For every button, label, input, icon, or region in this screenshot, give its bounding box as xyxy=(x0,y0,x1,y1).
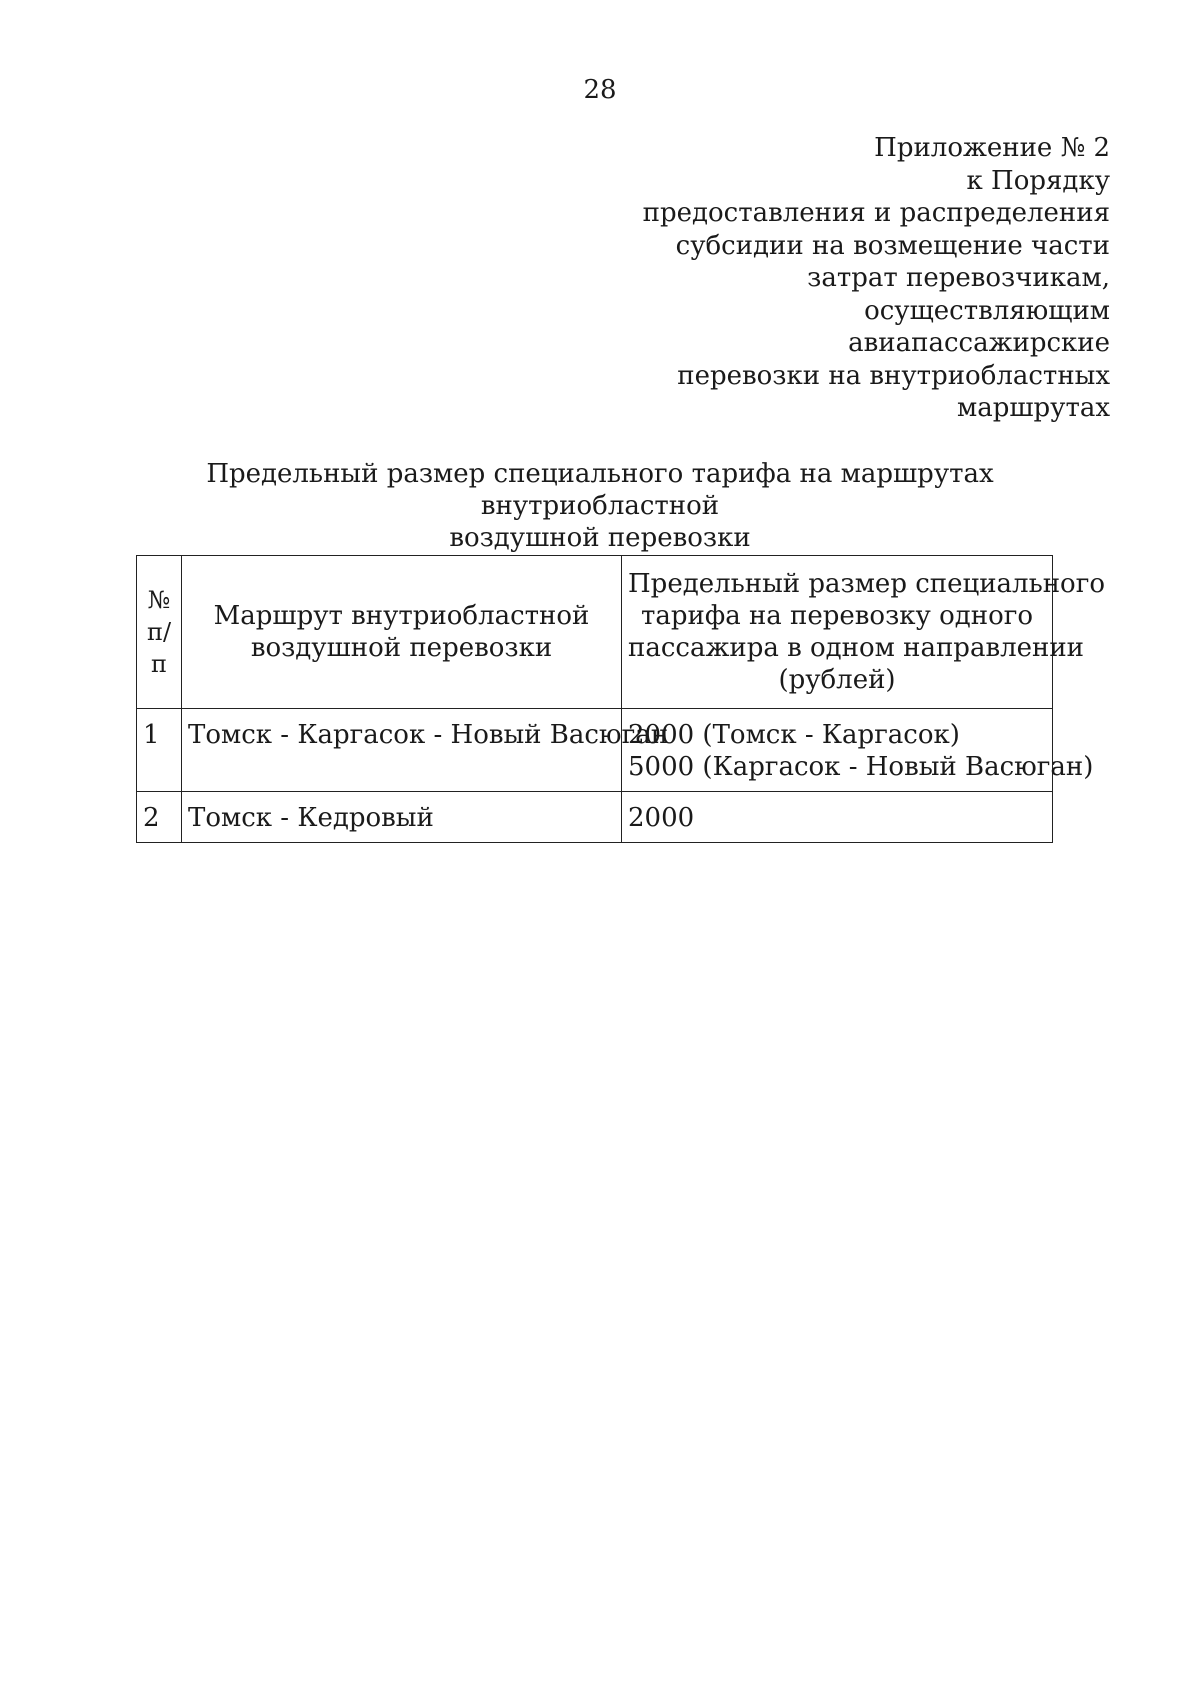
row-tariff xyxy=(622,709,1094,792)
row-number: 2 xyxy=(137,792,182,843)
appendix-line: маршрутах xyxy=(956,393,1110,423)
document-title xyxy=(130,458,1070,554)
appendix-reference xyxy=(590,132,1110,425)
appendix-line: затрат перевозчикам, xyxy=(807,263,1110,293)
row-tariff xyxy=(622,792,1053,843)
table-header-row xyxy=(137,556,1053,709)
header-route-line: Маршрут внутриобластной xyxy=(213,601,590,631)
appendix-line: предоставления и распределения xyxy=(642,198,1110,228)
row-tariff-line: 2000 xyxy=(628,803,695,833)
header-route-line: воздушной перевозки xyxy=(250,633,553,663)
header-number xyxy=(137,556,182,709)
appendix-line: перевозки на внутриобластных xyxy=(677,360,1110,391)
header-tariff xyxy=(622,556,1105,709)
row-route: Томск - Кедровый xyxy=(182,792,622,843)
appendix-line: авиапассажирские xyxy=(848,328,1110,358)
header-number-line: п xyxy=(151,650,167,678)
table-row xyxy=(137,709,1053,792)
row-tariff-line: 5000 (Каргасок - Новый Васюган) xyxy=(628,752,1094,782)
header-route xyxy=(182,556,622,709)
row-tariff-line: 2000 (Томск - Каргасок) xyxy=(628,720,960,750)
tariff-table xyxy=(136,555,1105,843)
appendix-line: Приложение № 2 xyxy=(874,133,1110,163)
page-number: 28 xyxy=(583,75,617,105)
appendix-line: к Порядку xyxy=(966,165,1110,196)
document-title-line: воздушной перевозки xyxy=(449,523,751,553)
header-number-line: п/ xyxy=(146,618,172,646)
header-tariff-line: (рублей) xyxy=(778,665,896,695)
appendix-line: осуществляющим xyxy=(864,295,1110,326)
row-route: Томск - Каргасок - Новый Васюган xyxy=(182,709,622,792)
header-tariff-line: тарифа на перевозку одного xyxy=(640,601,1034,631)
header-number-line: № xyxy=(147,586,171,614)
header-tariff-line: Предельный размер специального xyxy=(628,569,1105,599)
row-number: 1 xyxy=(137,709,182,792)
document-title-line: Предельный размер специального тарифа на маршрутах внутриобластной xyxy=(206,459,994,521)
table-row xyxy=(137,792,1053,843)
appendix-line: субсидии на возмещение части xyxy=(675,230,1110,261)
header-tariff-line: пассажира в одном направлении xyxy=(628,633,1084,663)
